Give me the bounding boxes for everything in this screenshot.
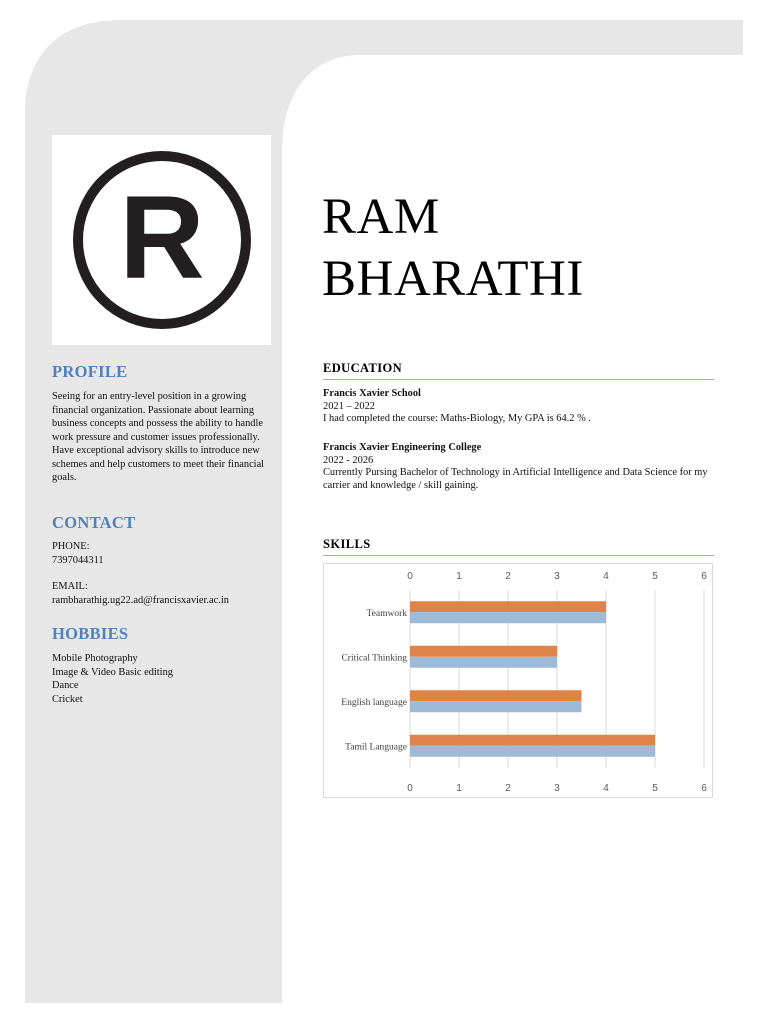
skills-heading: SKILLS xyxy=(323,537,714,556)
logo-letter: R xyxy=(118,172,205,304)
x-tick-label-bottom: 4 xyxy=(603,783,609,794)
x-tick-label-bottom: 5 xyxy=(652,783,658,794)
education-heading: EDUCATION xyxy=(323,361,714,380)
hobbies-heading: HOBBIES xyxy=(52,624,129,643)
skills-chart-svg xyxy=(324,564,712,797)
school-name: Francis Xavier School xyxy=(323,388,421,399)
school-name: Francis Xavier Engineering College xyxy=(323,442,482,453)
category-label: Tamil Language xyxy=(345,742,407,753)
bar xyxy=(410,701,582,712)
education-entry xyxy=(323,442,718,492)
profile-photo xyxy=(52,135,271,345)
x-tick-label-top: 1 xyxy=(456,571,462,582)
list-item: Mobile Photography xyxy=(52,653,138,664)
candidate-name xyxy=(322,186,584,310)
bar xyxy=(410,690,582,701)
x-tick-label-top: 5 xyxy=(652,571,658,582)
x-tick-label-top: 4 xyxy=(603,571,609,582)
bar xyxy=(410,657,557,668)
email-label: EMAIL: xyxy=(52,581,88,592)
category-label: Teamwork xyxy=(366,608,407,619)
contact-heading: CONTACT xyxy=(52,513,136,532)
list-item: Cricket xyxy=(52,693,83,705)
name-line-1: RAM xyxy=(322,189,440,245)
profile-heading: PROFILE xyxy=(52,362,128,381)
category-label: English language xyxy=(341,697,407,708)
x-tick-label-bottom: 3 xyxy=(554,783,560,794)
bar xyxy=(410,646,557,657)
bar xyxy=(410,612,606,623)
category-label: Critical Thinking xyxy=(341,653,407,664)
x-tick-label-bottom: 0 xyxy=(407,783,413,794)
x-tick-label-top: 6 xyxy=(701,571,707,582)
profile-text: Seeing for an entry-level position in a growing financial organization. Passionate about learning business concepts and possess the ability to handle work pressure and customer issues professionally. Have exceptional advisory skills to introduce new schemes and help customers to meet their financial goals. xyxy=(52,391,265,483)
x-tick-label-top: 0 xyxy=(407,571,413,582)
education-entry xyxy=(323,388,718,426)
list-item: Dance xyxy=(52,680,79,691)
bar xyxy=(410,746,655,757)
education-detail: Currently Pursing Bachelor of Technology in Artificial Intelligence and Data Science for my carrier and knowledge / skill gaining. xyxy=(323,467,708,491)
phone-value: 7397044311 xyxy=(52,554,104,566)
x-tick-label-top: 3 xyxy=(554,571,560,582)
list-item: Image & Video Basic editing xyxy=(52,666,173,678)
skills-chart xyxy=(323,563,713,798)
bar xyxy=(410,601,606,612)
name-line-2: BHARATHI xyxy=(322,251,584,307)
hobbies-list xyxy=(52,652,274,706)
bar xyxy=(410,735,655,746)
education-years: 2022 - 2026 xyxy=(323,454,374,466)
x-tick-label-bottom: 1 xyxy=(456,783,462,794)
x-tick-label-bottom: 2 xyxy=(505,783,511,794)
x-tick-label-top: 2 xyxy=(505,571,511,582)
contact-block xyxy=(52,540,274,607)
education-years: 2021 – 2022 xyxy=(323,400,375,412)
registered-trademark-icon xyxy=(70,148,254,332)
education-detail: I had completed the course: Maths-Biology, My GPA is 64.2 % . xyxy=(323,413,591,424)
x-tick-label-bottom: 6 xyxy=(701,783,707,794)
phone-label: PHONE: xyxy=(52,541,90,552)
email-value[interactable]: rambharathig.ug22.ad@francisxavier.ac.in xyxy=(52,594,229,606)
